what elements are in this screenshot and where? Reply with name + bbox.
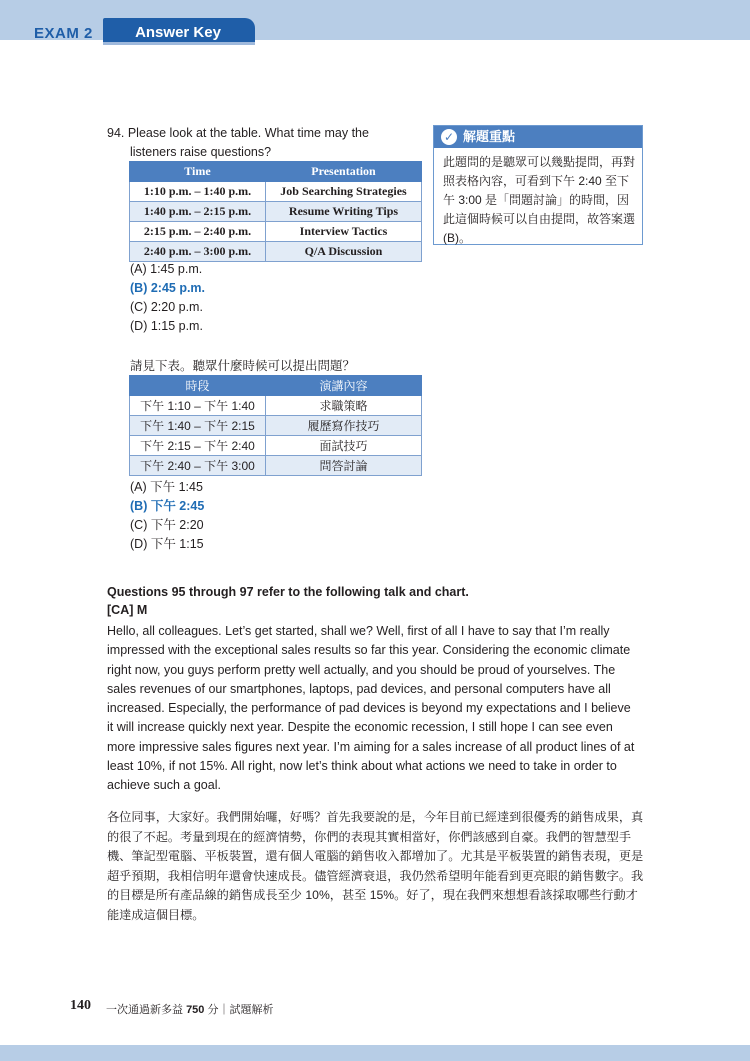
header-presentation-zh: 演講內容	[266, 376, 422, 396]
footer-book-a: 一次通過新多益	[106, 1004, 187, 1016]
option-a-english: (A) 1:45 p.m.	[130, 262, 203, 276]
page-number: 140	[70, 998, 91, 1013]
speaker-label: [CA] M	[107, 603, 148, 617]
table-row	[130, 396, 422, 416]
table-row	[130, 456, 422, 476]
check-icon: ✓	[441, 129, 457, 145]
cell-time: 2:40 p.m. – 3:00 p.m.	[130, 242, 266, 262]
answer-key-tab	[103, 18, 255, 44]
question-94-line2: listeners raise questions?	[130, 145, 272, 159]
cell-time: 下午 2:40 – 下午 3:00	[130, 456, 266, 476]
cell-presentation: Interview Tactics	[266, 222, 422, 242]
footer-book-score: 750	[186, 1004, 205, 1016]
table-row	[130, 202, 422, 222]
cell-time: 下午 2:15 – 下午 2:40	[130, 436, 266, 456]
option-d-english: (D) 1:15 p.m.	[130, 319, 203, 333]
table-row	[130, 416, 422, 436]
cell-presentation: 求職策略	[266, 396, 422, 416]
answer-key-explanation: 此題問的是聽眾可以幾點提問，再對照表格內容，可看到下午 2:40 至下午 3:00 是「問題討論」的時間，因此這個時候可以自由提問，故答案選 (B)。	[443, 155, 636, 245]
tab-underline	[103, 42, 255, 45]
table-row	[130, 436, 422, 456]
cell-time: 下午 1:40 – 下午 2:15	[130, 416, 266, 436]
cell-time: 2:15 p.m. – 2:40 p.m.	[130, 222, 266, 242]
footer-book-c: 分｜試題解析	[204, 1004, 274, 1016]
header-time-zh: 時段	[130, 376, 266, 396]
cell-time: 1:40 p.m. – 2:15 p.m.	[130, 202, 266, 222]
answer-key-box	[433, 125, 643, 245]
answer-key-box-title: 解題重點	[463, 129, 516, 144]
cell-presentation: Q/A Discussion	[266, 242, 422, 262]
cell-presentation: 問答討論	[266, 456, 422, 476]
talk-transcript-english: Hello, all colleagues. Let’s get started, shall we? Well, first of all I have to say that I’m really impressed with the exceptional sales results so far this year. Considering the economic climate right now, you guys perform pretty well actually, and you should be proud of yourselves. The sales revenues of our smartphones, laptops, pad devices, and personal computers have all increased. Especially, the performance of pad devices is beyond my expectations and I believe it will increase quickly next year. Despite the economic recession, I still hope I can see even more impressive sales figures next year. I’m aiming for a sales increase of all product lines of at least 10%, if not 15%. All right, now let’s think about what actions we need to take in order to achieve such a goal.	[107, 624, 635, 793]
table-row	[130, 222, 422, 242]
cell-time: 1:10 p.m. – 1:40 p.m.	[130, 182, 266, 202]
cell-presentation: 面試技巧	[266, 436, 422, 456]
talk-section-title: Questions 95 through 97 refer to the following talk and chart.	[107, 585, 469, 599]
header-presentation: Presentation	[266, 162, 422, 182]
table-header-row	[130, 162, 422, 182]
option-c-chinese: (C) 下午 2:20	[130, 518, 204, 532]
answer-key-header	[434, 126, 642, 148]
option-a-chinese: (A) 下午 1:45	[130, 480, 203, 494]
talk-transcript-chinese: 各位同事，大家好。我們開始囉，好嗎？首先我要說的是，今年目前已經達到很優秀的銷售成果，真的很了不起。考量到現在的經濟情勢，你們的表現其實相當好，你們該感到自豪。我們的智慧型手機、筆記型電腦、平板裝置，還有個人電腦的銷售收入都增加了。尤其是平板裝置的銷售表現，更是超乎預期，我相信明年還會快速成長。儘管經濟衰退，我仍然希望明年能看到更亮眼的銷售數字。我的目標是所有產品線的銷售成長至少 10%，甚至 15%。好了，現在我們來想想看該採取哪些行動才能達成這個目標。	[107, 810, 644, 922]
cell-presentation: Resume Writing Tips	[266, 202, 422, 222]
cell-presentation: 履歷寫作技巧	[266, 416, 422, 436]
cell-time: 下午 1:10 – 下午 1:40	[130, 396, 266, 416]
footer-book-title	[106, 1001, 273, 1017]
option-d-chinese: (D) 下午 1:15	[130, 537, 204, 551]
schedule-table-chinese	[129, 375, 422, 476]
option-b-chinese-correct: (B) 下午 2:45	[130, 499, 205, 513]
schedule-table-english	[129, 161, 422, 262]
header-time: Time	[130, 162, 266, 182]
table-header-row	[130, 376, 422, 396]
exam-label: EXAM 2	[34, 25, 93, 42]
option-c-english: (C) 2:20 p.m.	[130, 300, 203, 314]
question-94-line1: 94. Please look at the table. What time may the	[107, 126, 369, 140]
option-b-english-correct: (B) 2:45 p.m.	[130, 281, 206, 295]
answer-key-title: Answer Key	[135, 24, 221, 41]
question-94-chinese: 請見下表。聽眾什麼時候可以提出問題？	[130, 359, 356, 373]
footer-band	[0, 1045, 750, 1061]
table-row	[130, 182, 422, 202]
cell-presentation: Job Searching Strategies	[266, 182, 422, 202]
table-row	[130, 242, 422, 262]
